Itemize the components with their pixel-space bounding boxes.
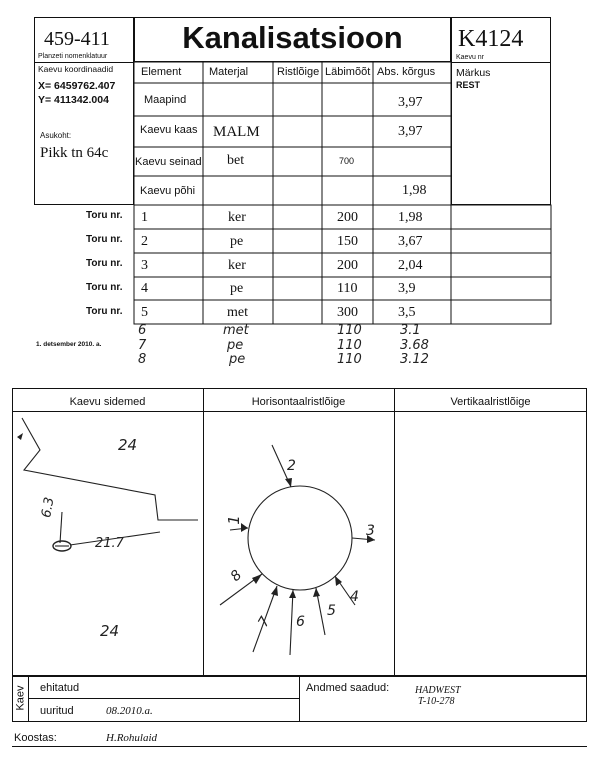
pipe-material: ker: [228, 258, 246, 273]
divider: [28, 676, 29, 722]
pipe-material: ker: [228, 210, 246, 225]
pipe-diameter: 110: [337, 281, 358, 296]
handwritten-material: pe: [229, 352, 246, 367]
height-value: 1,98: [402, 183, 427, 198]
divider: [28, 698, 299, 699]
pipe-material: pe: [230, 281, 244, 296]
element-label: Kaevu seinad: [135, 156, 202, 168]
pipe-height: 3,5: [398, 305, 416, 320]
handwritten-material: pe: [227, 338, 244, 353]
date-note: 1. detsember 2010. a.: [36, 341, 102, 348]
pipe-diameter: 200: [337, 258, 358, 273]
pipe-label-5: 5: [327, 603, 336, 619]
surveyed-label: uuritud: [40, 705, 74, 717]
element-label: Maapind: [144, 94, 187, 106]
well-no: K4124: [458, 26, 524, 52]
handwritten-height: 3.1: [400, 323, 421, 338]
header-note: Märkus: [456, 67, 491, 79]
pipe-label-8: 8: [227, 567, 246, 585]
pipe-label: Toru nr.: [86, 306, 123, 317]
data-from-code: T-10-278: [418, 696, 455, 707]
pipe-nr: 5: [141, 305, 148, 320]
element-label: Kaevu põhi: [140, 185, 196, 197]
diameter-value: 700: [339, 156, 355, 166]
data-from-label: Andmed saadud:: [306, 682, 390, 694]
pipe-nr: 2: [141, 234, 148, 249]
sketch-label-top: 24: [118, 436, 138, 454]
pipe-label-4: 4: [350, 589, 359, 605]
divider: [299, 676, 300, 722]
material-value: MALM: [213, 124, 260, 140]
coord-x: X= 6459762.407: [38, 80, 116, 92]
header-diameter: Läbimõõt: [325, 66, 371, 78]
author-label: Koostas:: [14, 732, 57, 744]
handwritten-diameter: 110: [337, 323, 362, 338]
header-crosssection: Ristlõige: [277, 66, 320, 78]
pipe-label: Toru nr.: [86, 282, 123, 293]
sketch-distance-a: 6.3: [39, 496, 58, 519]
pipe-label-1: 1: [224, 515, 243, 525]
panel-title-vertical: Vertikaalristlõige: [450, 396, 531, 408]
well-no-label: Kaevu nr: [456, 54, 485, 61]
header-abs-height: Abs. kõrgus: [377, 66, 436, 78]
location-label: Asukoht:: [40, 131, 72, 140]
material-value: bet: [227, 153, 245, 168]
location: Pikk tn 64c: [40, 145, 109, 161]
pipe-material: pe: [230, 234, 244, 249]
handwritten-material: met: [223, 323, 249, 338]
author: H.Rohulaid: [106, 732, 158, 744]
handwritten-nr: 7: [138, 338, 147, 353]
pipe-nr: 4: [141, 281, 148, 296]
sketch-distance-b: 21.7: [95, 536, 124, 551]
built-label: ehitatud: [40, 682, 80, 694]
divider: [12, 746, 587, 747]
height-value: 3,97: [398, 124, 423, 139]
pipe-material: met: [227, 305, 248, 320]
surveyed-date: 08.2010.a.: [106, 705, 153, 717]
nomenclature-label: Planzeti nomenklatuur: [38, 53, 108, 60]
page-title: Kanalisatsioon: [182, 20, 403, 55]
pipe-label-7: 7: [255, 614, 274, 630]
pipe-height: 1,98: [398, 210, 423, 225]
handwritten-diameter: 110: [337, 338, 362, 353]
pipe-height: 2,04: [398, 258, 423, 273]
pipe-diameter: 150: [337, 234, 358, 249]
height-value: 3,97: [398, 95, 423, 110]
header-material: Materjal: [209, 66, 249, 78]
pipe-diameter: 300: [337, 305, 358, 320]
handwritten-nr: 8: [138, 352, 147, 367]
footer-side-label: Kaev: [14, 685, 27, 711]
note-value: REST: [456, 80, 481, 90]
pipe-label: Toru nr.: [86, 258, 123, 269]
pipe-height: 3,9: [398, 281, 416, 296]
pipe-height: 3,67: [398, 234, 423, 249]
pipe-diameter: 200: [337, 210, 358, 225]
header-element: Element: [141, 66, 182, 78]
coords-label: Kaevu koordinaadid: [38, 64, 114, 74]
pipe-label-3: 3: [366, 523, 375, 539]
panel-title-connections: Kaevu sidemed: [69, 396, 146, 408]
pipe-label: Toru nr.: [86, 234, 123, 245]
pipe-nr: 1: [141, 210, 148, 225]
handwritten-nr: 6: [138, 323, 147, 338]
panel-title-horizontal: Horisontaalristlõige: [251, 396, 346, 408]
pipe-nr: 3: [141, 258, 148, 273]
handwritten-height: 3.68: [400, 338, 429, 353]
pipe-label-6: 6: [296, 614, 305, 630]
handwritten-height: 3.12: [400, 352, 429, 367]
data-from: HADWEST: [415, 685, 461, 696]
element-label: Kaevu kaas: [140, 124, 198, 136]
pipe-label: Toru nr.: [86, 210, 123, 221]
nomenclature: 459-411: [44, 28, 110, 50]
pipe-label-2: 2: [287, 458, 296, 474]
coord-y: Y= 411342.004: [38, 94, 109, 106]
handwritten-diameter: 110: [337, 352, 362, 367]
sketch-label-bottom: 24: [100, 622, 120, 640]
